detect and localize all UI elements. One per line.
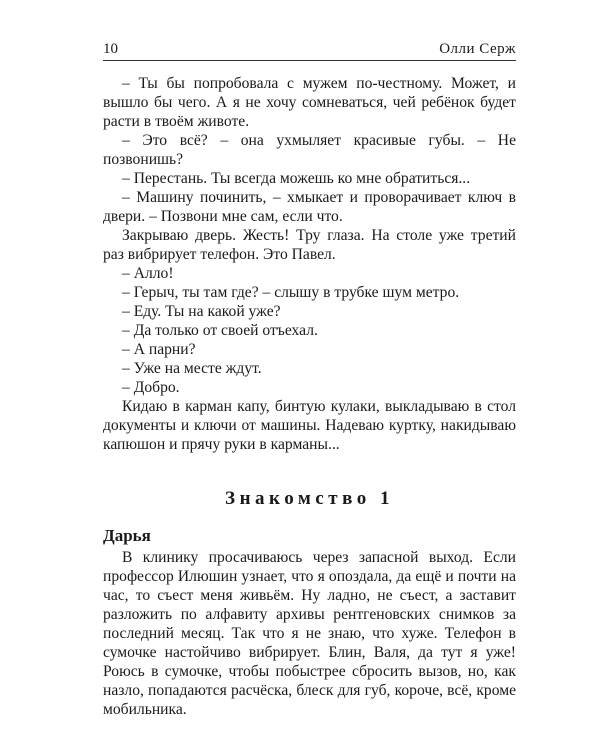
paragraph: – Да только от своей отъехал. <box>122 322 318 339</box>
paragraph: – Перестань. Ты всегда можешь ко мне обратиться... <box>122 170 471 187</box>
paragraph: – Алло! <box>122 265 174 282</box>
paragraph: – Еду. Ты на какой уже? <box>122 303 281 320</box>
paragraph: В клинику просачиваюсь через запасной выход. Если профессор Илюшин узнает, что я опоздала, да ещё и почти на час, то съест меня живьём. Ну ладно, не съест, а заставит разложить по алфавиту архивы рентгеновских снимков за последний месяц. Так что я не знаю, что хуже. Телефон в сумочке настойчиво вибрирует. Блин, Валя, да тут я уже! Роюсь в сумочке, чтобы побыстрее сбросить вызов, но, как назло, попадаются расчёска, блеск для губ, короче, всё, кроме мобильника. <box>103 549 516 718</box>
paragraph: – А парни? <box>122 341 196 358</box>
page-header <box>103 38 516 61</box>
paragraph: – Уже на месте ждут. <box>122 360 262 377</box>
page-number: 10 <box>103 41 118 57</box>
chapter-body <box>103 525 516 719</box>
paragraph: – Добро. <box>122 379 180 396</box>
paragraph: Кидаю в карман капу, бинтую кулаки, выкладываю в стол документы и ключи от машины. Надеваю куртку, накидываю капюшон и прячу руки в карманы... <box>103 398 516 453</box>
running-head-author: Олли Серж <box>439 41 516 57</box>
paragraph: Закрываю дверь. Жесть! Тру глаза. На столе уже третий раз вибрирует телефон. Это Павел. <box>103 227 516 263</box>
paragraph: – Это всё? – она ухмыляет красивые губы. – Не позвонишь? <box>103 132 516 168</box>
body-text <box>103 74 516 454</box>
paragraph: – Ты бы попробовала с мужем по-честному. Может, и вышло бы чего. А я не хочу сомневаться, чей ребёнок будет расти в твоём животе. <box>103 75 516 130</box>
paragraph: – Герыч, ты там где? – слышу в трубке шум метро. <box>122 284 460 301</box>
section-subheading: Дарья <box>103 526 151 545</box>
paragraph: – Машину починить, – хмыкает и проворачивает ключ в двери. – Позвони мне сам, если что. <box>103 189 516 225</box>
chapter-title: Знакомство 1 <box>225 488 394 509</box>
